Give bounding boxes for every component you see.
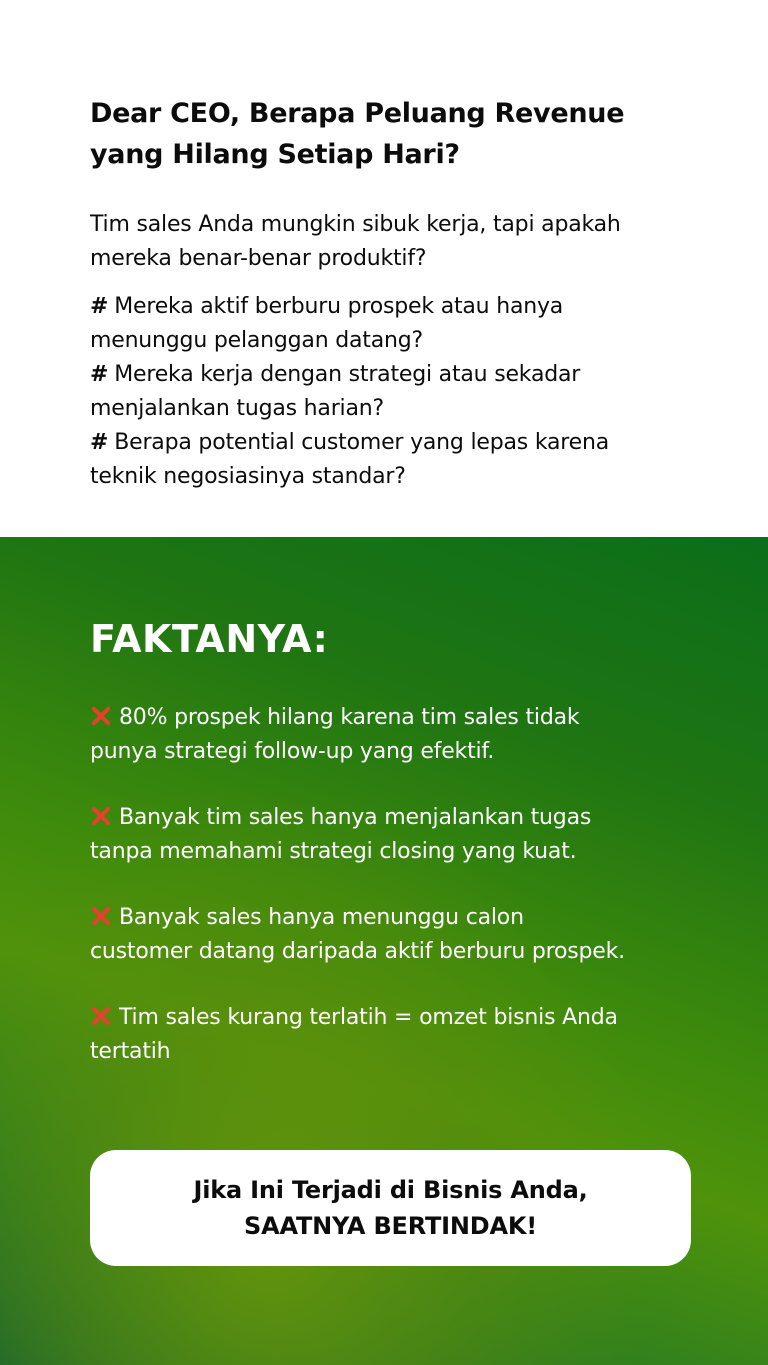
question-line-2: menjalankan tugas harian? — [90, 396, 384, 421]
fact-line-2: customer datang daripada aktif berburu prospek. — [90, 939, 625, 964]
cross-mark-icon — [90, 805, 112, 827]
cross-mark-icon — [90, 705, 112, 727]
question-line-2: teknik negosiasinya standar? — [90, 464, 406, 489]
question-line-2: menunggu pelanggan datang? — [90, 328, 423, 353]
hash-icon: # — [90, 362, 109, 387]
facts-list — [90, 701, 710, 1101]
fact-line-1: Banyak tim sales hanya menjalankan tugas — [119, 805, 592, 830]
hash-icon: # — [90, 294, 109, 319]
question-line-1: Mereka kerja dengan strategi atau sekadar — [114, 362, 581, 387]
fact-line-1: Tim sales kurang terlatih = omzet bisnis Anda — [119, 1005, 618, 1030]
fact-item — [90, 701, 710, 769]
question-item — [90, 290, 710, 358]
question-item — [90, 358, 710, 426]
question-line-1: Mereka aktif berburu prospek atau hanya — [114, 294, 564, 319]
fact-item — [90, 1001, 710, 1069]
cta-button[interactable] — [90, 1150, 691, 1266]
fact-line-1: Banyak sales hanya menunggu calon — [119, 905, 524, 930]
cross-mark-icon — [90, 1005, 112, 1027]
intro-line-2: mereka benar-benar produktif? — [90, 246, 427, 271]
facts-section — [0, 537, 768, 1365]
intro-line-1: Tim sales Anda mungkin sibuk kerja, tapi apakah — [90, 212, 621, 237]
fact-line-2: tanpa memahami strategi closing yang kuat. — [90, 839, 577, 864]
hash-icon: # — [90, 430, 109, 455]
cross-mark-icon — [90, 905, 112, 927]
fact-line-1: 80% prospek hilang karena tim sales tidak — [119, 705, 580, 730]
question-list — [90, 290, 710, 494]
fact-line-2: punya strategi follow-up yang efektif. — [90, 739, 495, 764]
fact-item — [90, 901, 710, 969]
fact-line-2: tertatih — [90, 1039, 171, 1064]
cta-line-1: Jika Ini Terjadi di Bisnis Anda, — [193, 1176, 588, 1204]
headline-line-1: Dear CEO, Berapa Peluang Revenue — [90, 98, 625, 129]
cta-line-2: SAATNYA BERTINDAK! — [244, 1212, 537, 1240]
intro-paragraph — [90, 208, 710, 276]
intro-section — [0, 0, 768, 537]
fact-item — [90, 801, 710, 869]
question-item — [90, 426, 710, 494]
facts-title: FAKTANYA: — [90, 617, 329, 661]
question-line-1: Berapa potential customer yang lepas karena — [114, 430, 609, 455]
headline-line-2: yang Hilang Setiap Hari? — [90, 139, 460, 170]
page-title — [90, 93, 710, 175]
